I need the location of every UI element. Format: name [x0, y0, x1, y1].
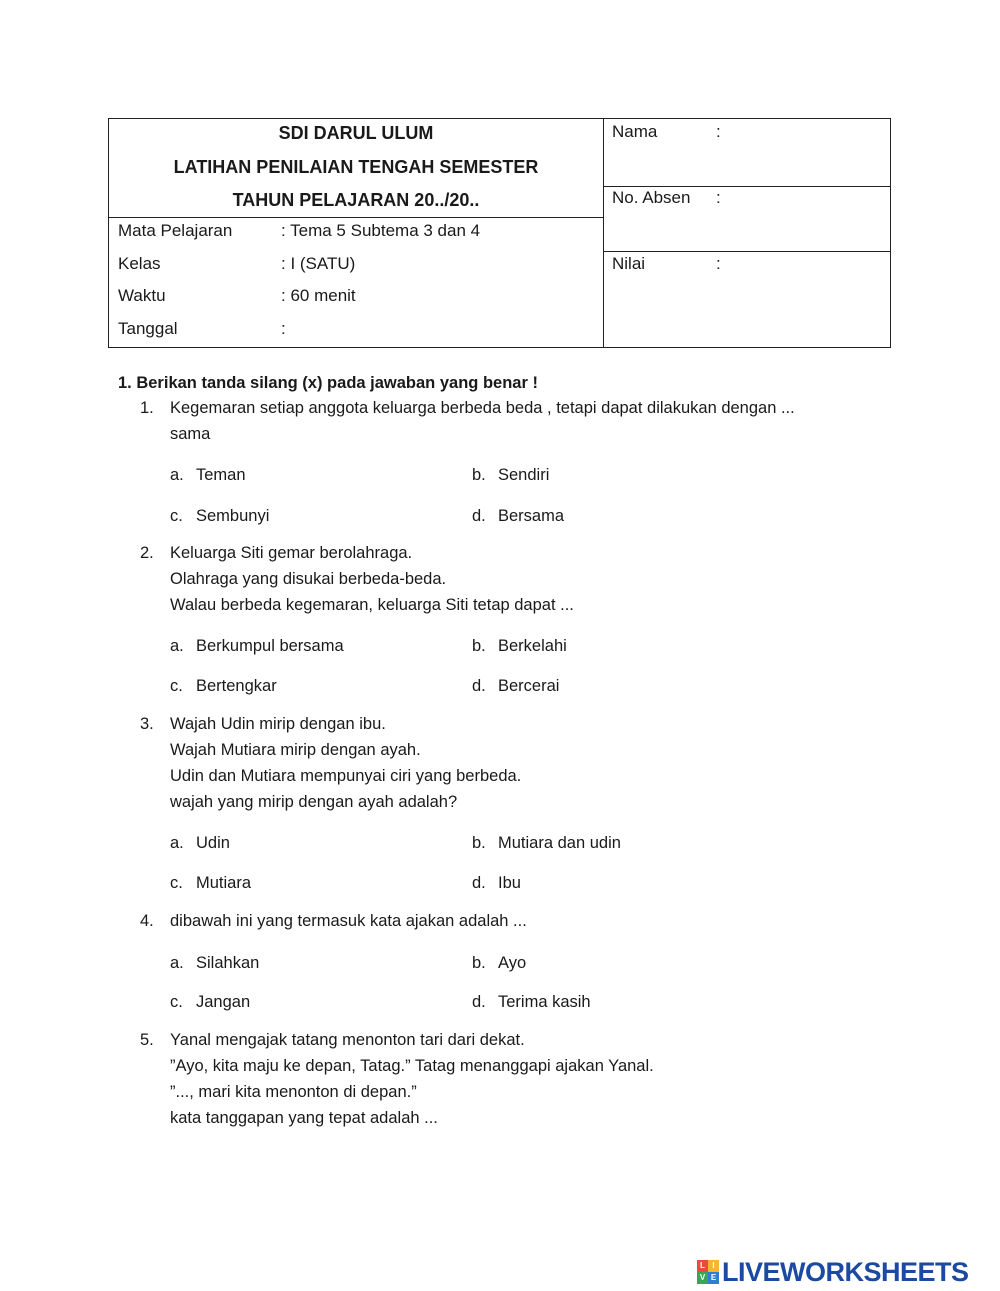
answer-option[interactable]: b. Sendiri [472, 466, 550, 484]
question-text: ”..., mari kita menonton di depan.” [170, 1083, 417, 1101]
header-table [108, 118, 891, 348]
liveworksheets-logo[interactable] [697, 1258, 969, 1286]
answer-option[interactable]: a. Udin [170, 834, 230, 852]
answer-option[interactable]: d. Ibu [472, 874, 521, 892]
info-label-subject: Mata Pelajaran [118, 221, 233, 240]
info-label-time: Waktu [118, 286, 166, 305]
answer-option[interactable]: a. Teman [170, 466, 246, 484]
instruction: 1. Berikan tanda silang (x) pada jawaban yang benar ! [118, 374, 538, 392]
divider [603, 186, 890, 187]
question-text: Walau berbeda kegemaran, keluarga Siti tetap dapat ... [170, 596, 574, 614]
answer-option[interactable]: c. Jangan [170, 993, 251, 1011]
logo-text: LIVEWORKSHEETS [722, 1256, 969, 1287]
info-value-time: : 60 menit [281, 286, 356, 305]
exam-title: LATIHAN PENILAIAN TENGAH SEMESTER [173, 157, 539, 177]
score-colon: : [716, 254, 721, 273]
question-text: Udin dan Mutiara mempunyai ciri yang berbeda. [170, 767, 522, 785]
school-name: SDI DARUL ULUM [278, 123, 434, 143]
info-value-class: : I (SATU) [281, 254, 356, 273]
question-text: sama [170, 425, 211, 443]
absen-colon: : [716, 188, 721, 207]
answer-option[interactable]: d. Terima kasih [472, 993, 591, 1011]
question-text: Kegemaran setiap anggota keluarga berbeda beda , tetapi dapat dilakukan dengan ... [170, 399, 795, 417]
answer-option[interactable]: c. Mutiara [170, 874, 252, 892]
answer-option[interactable]: a. Silahkan [170, 954, 260, 972]
question-text: Yanal mengajak tatang menonton tari dari dekat. [170, 1031, 525, 1049]
question-text: Wajah Mutiara mirip dengan ayah. [170, 741, 421, 759]
answer-option[interactable]: a. Berkumpul bersama [170, 637, 344, 655]
question-text: dibawah ini yang termasuk kata ajakan adalah ... [170, 912, 527, 930]
info-value-subject: : Tema 5 Subtema 3 dan 4 [281, 221, 481, 240]
answer-option[interactable]: c. Sembunyi [170, 507, 270, 525]
answer-option[interactable]: b. Ayo [472, 954, 527, 972]
academic-year: TAHUN PELAJARAN 20../20.. [232, 190, 480, 210]
question-text: kata tanggapan yang tepat adalah ... [170, 1109, 438, 1127]
name-label: Nama [612, 122, 658, 141]
info-label-date: Tanggal [118, 319, 178, 338]
divider [603, 251, 890, 252]
question-number: 5. [140, 1031, 154, 1049]
answer-option[interactable]: b. Berkelahi [472, 637, 567, 655]
question-number: 4. [140, 912, 154, 930]
answer-option[interactable]: d. Bercerai [472, 677, 560, 695]
question-number: 3. [140, 715, 154, 733]
info-label-class: Kelas [118, 254, 161, 273]
question-number: 1. [140, 399, 154, 417]
logo-mark-icon: L I V E [697, 1260, 719, 1284]
question-number: 2. [140, 544, 154, 562]
divider [109, 217, 603, 218]
score-label: Nilai [612, 254, 646, 273]
divider [603, 119, 604, 347]
name-colon: : [716, 122, 721, 141]
question-text: Keluarga Siti gemar berolahraga. [170, 544, 413, 562]
question-text: ”Ayo, kita maju ke depan, Tatag.” Tatag menanggapi ajakan Yanal. [170, 1057, 654, 1075]
question-text: Wajah Udin mirip dengan ibu. [170, 715, 386, 733]
info-value-date: : [281, 319, 286, 338]
absen-label: No. Absen [612, 188, 691, 207]
question-text: Olahraga yang disukai berbeda-beda. [170, 570, 447, 588]
answer-option[interactable]: c. Bertengkar [170, 677, 277, 695]
answer-option[interactable]: b. Mutiara dan udin [472, 834, 621, 852]
answer-option[interactable]: d. Bersama [472, 507, 565, 525]
question-text: wajah yang mirip dengan ayah adalah? [170, 793, 458, 811]
